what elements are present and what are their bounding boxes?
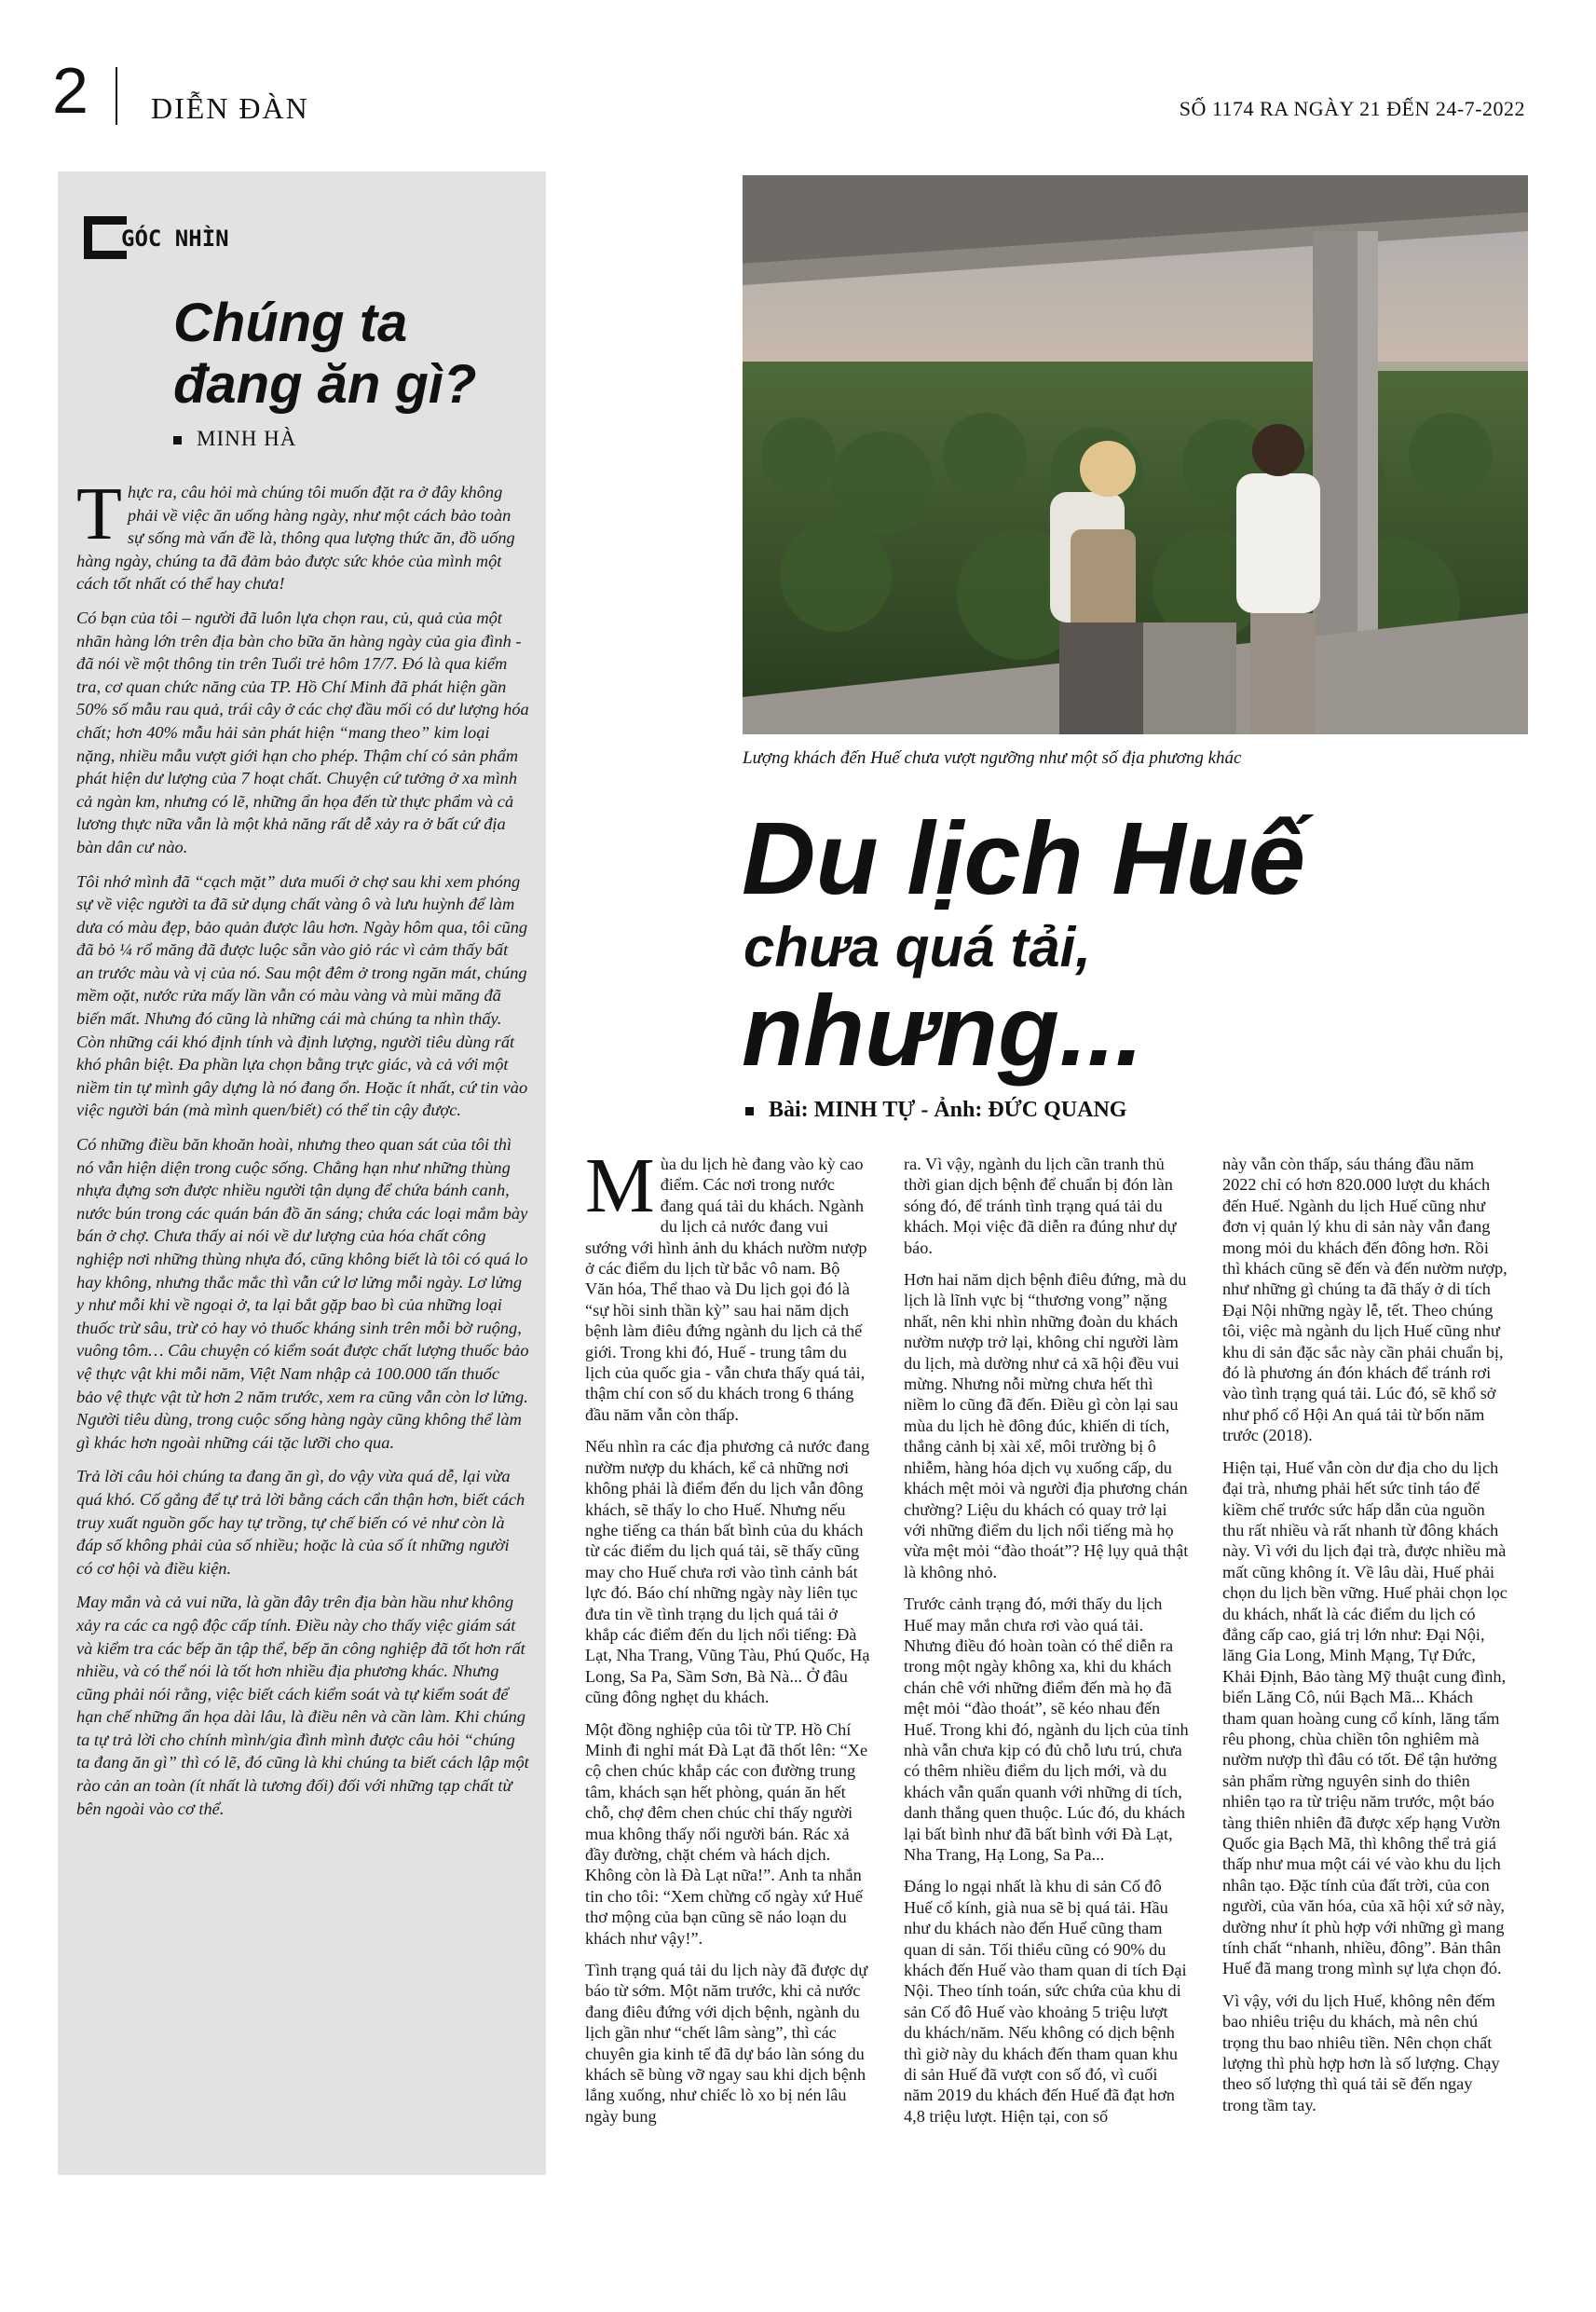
article-column-3 <box>1222 1154 1507 2127</box>
headline-line2: chưa quá tải, <box>743 916 1091 978</box>
article-paragraph: Hơn hai năm dịch bệnh điêu đứng, mà du lịch là lĩnh vực bị “thương vong” nặng nhất, nên khi nhìn những đoàn du khách nườm nượp trở lại, không chỉ người làm du lịch, mà dường như cả xã hội đều vui mừng. Nhưng nỗi mừng chưa hết thì niềm lo cũng đã đến. Điều gì còn lại sau mùa du lịch hè đông đúc, khiến di tích, thắng cảnh bị xài xể, môi trường bị ô nhiễm, hàng hóa dịch vụ xuống cấp, du khách mệt mỏi và người địa phương chán chường? Liệu du khách có quay trở lại với những điểm du lịch nổi tiếng mà họ vừa mệt mỏi “đào thoát”? Hệ lụy quả thật là không nhỏ. <box>904 1270 1189 1581</box>
article-column-2 <box>904 1154 1189 2138</box>
byline-text: Bài: MINH TỰ - Ảnh: ĐỨC QUANG <box>769 1098 1127 1122</box>
article-paragraph: Hiện tại, Huế vẫn còn dư địa cho du lịch đại trà, nhưng phải hết sức tỉnh táo để kiềm chế trước sức hấp dẫn của nguồn thu rất nhiều và rất nhanh từ đông khách này. Vì với du lịch đại trà, được nhiều mà mất cũng không ít. Về lâu dài, Huế phải chọn du lịch bền vững. Huế phải chọn lọc du khách, nhất là các điểm du lịch có đẳng cấp cao, giá trị lớn như: Đại Nội, lăng Gia Long, Minh Mạng, Tự Đức, Khải Định, Bảo tàng Mỹ thuật cung đình, biển Lăng Cô, núi Bạch Mã... Khách tham quan hoàng cung cổ kính, lăng tẩm rêu phong, chùa chiền tôn nghiêm mà nườm nượp thì đâu có tốt. Để tận hưởng sản phẩm rừng nguyên sinh do thiên nhiên tạo ra từ triệu năm trước, một báo tàng thiên nhiên đã được xếp hạng Vườn Quốc gia Bạch Mã, thì không thể trả giá thấp như mua một cái vé vào khu du lịch nhân tạo. Đặc tính của đất trời, của con người, của văn hóa, của xã hội xứ sở này, dường như ít phù hợp với những gì mang tính chất “nhanh, nhiều, đông”. Bản thân Huế đã mang trong mình sự lựa chọn đó. <box>1222 1457 1507 1978</box>
square-bullet-icon <box>745 1107 754 1115</box>
opinion-title <box>173 293 527 416</box>
opinion-label <box>84 216 229 272</box>
opinion-label-text: GÓC NHÌN <box>121 226 229 252</box>
opinion-paragraph <box>76 473 529 595</box>
section-title: DIỄN ĐÀN <box>151 91 309 125</box>
opinion-paragraph: Tôi nhớ mình đã “cạch mặt” dưa muối ở chợ sau khi xem phóng sự về việc người ta đã sử dụng chất vàng ô và lưu huỳnh để làm dưa có màu đẹp, bảo quản được lâu hơn. Ngày hôm qua, tôi cũng đã bỏ ¼ rổ măng đã được luộc sẵn vào giỏ rác vì cảm thấy bất an trước màu và vị của nó. Sau một đêm ở trong ngăn mát, chúng mềm oặt, nước rửa mấy lần vẫn có màu vàng và mùi măng đã biến mất. Nhưng đó cũng là những cái mà chúng ta nhìn thấy. Còn những cái khó định tính và định lượng, người tiêu dùng rất khó phân biệt. Đa phần lựa chọn bằng trực giác, và cả với một niềm tin tự mình gây dựng là nó đang ổn. Hoặc ít nhất, cứ tin vào việc người bán (mà mình quen/biết) có thể tin cậy được. <box>76 871 528 1120</box>
opinion-author <box>173 427 296 451</box>
headline-line1: Du lịch Huế <box>742 801 1306 916</box>
opinion-title-line1: Chúng ta <box>173 293 408 353</box>
article-paragraph: Tình trạng quá tải du lịch này đã được dự báo từ sớm. Một năm trước, khi cả nước đang điêu đứng với dịch bệnh, ngành du lịch gần như “chết lâm sàng”, thì các chuyên gia kinh tế đã dự báo làn sóng du khách sẽ bùng vỡ ngay sau khi dịch bệnh lắng xuống, như chiếc lò xo bị nén lâu ngày bung <box>585 1961 868 2126</box>
header-divider <box>116 67 117 125</box>
opinion-body <box>76 473 529 1831</box>
headline-line3: nhưng... <box>742 974 1143 1087</box>
article-paragraph: ra. Vì vậy, ngành du lịch cần tranh thủ thời gian dịch bệnh để chuẩn bị đón làn sóng đó, để tránh tình trạng quá tải du khách. Mọi việc đã diễn ra đúng như dự báo. <box>904 1155 1177 1257</box>
drop-cap: M <box>585 1142 655 1229</box>
issue-info: SỐ 1174 RA NGÀY 21 ĐẾN 24-7-2022 <box>1179 97 1525 120</box>
byline <box>745 1098 1126 1123</box>
article-paragraph <box>585 1142 870 1425</box>
article-paragraph: Trước cảnh trạng đó, mới thấy du lịch Huế may mắn chưa rơi vào quá tải. Nhưng điều đó hoàn toàn có thể diễn ra trong một ngày không xa, khi du khách chán chê với những điểm đến mà họ đã mệt mỏi “đào thoát”, sẽ kéo nhau đến Huế. Trong khi đó, ngành du lịch của tỉnh nhà vẫn chưa kịp có đủ chỗ lưu trú, chưa có thêm nhiều điểm du lịch mới, và du khách vẫn quẩn quanh với những di tích, danh thắng quen thuộc. Lúc đó, du khách lại bất bình như đã bất bình với Đà Lạt, Nha Trang, Hạ Long, Sa Pa... <box>904 1594 1189 1864</box>
photo-illustration <box>743 175 1528 734</box>
opinion-first-paragraph: hực ra, câu hỏi mà chúng tôi muốn đặt ra ở đây không phải về việc ăn uống hàng ngày, như một cách bảo toàn sự sống mà vấn đề là, thông qua lượng thức ăn, đồ uống hàng ngày, chúng ta đã đảm bảo được sức khỏe của mình một cách tốt nhất có thể hay chưa! <box>76 483 515 594</box>
article-column-1 <box>585 1142 870 2138</box>
opinion-box <box>58 171 546 2175</box>
opinion-author-name: MINH HÀ <box>197 427 297 450</box>
photo-caption: Lượng khách đến Huế chưa vượt ngưỡng như một số địa phương khác <box>743 748 1242 768</box>
article-paragraph: Nếu nhìn ra các địa phương cả nước đang nườm nượp du khách, kể cả những nơi không phải là điểm đến du lịch vẫn đông khách, sẽ thấy lo cho Huế. Nhưng nếu nghe tiếng ca thán bất bình của du khách từ các điểm du lịch quá tải, sẽ thấy cũng may cho Huế chưa rơi vào tình cảnh bát lực đó. Báo chí những ngày này liên tục đưa tin về tình trạng du lịch quá tải ở khắp các điểm đến du lịch nổi tiếng: Đà Lạt, Nha Trang, Vũng Tàu, Phú Quốc, Hạ Long, Sa Pa, Sầm Sơn, Bà Nà... Ở đâu cũng đông nghẹt du khách. <box>585 1437 870 1707</box>
article-first-paragraph: ùa du lịch hè đang vào kỳ cao điểm. Các nơi trong nước đang quá tải du khách. Ngành du lịch cả nước đang vui sướng với hình ảnh du khách nườm nượp ở các điểm du lịch từ bắc vô nam. Bộ Văn hóa, Thể thao và Du lịch gọi đó là “sự hồi sinh thần kỳ” sau hai năm dịch bệnh làm điêu đứng ngành du lịch cả thế giới. Trong khi đó, Huế - trung tâm du lịch của quốc gia - vẫn chưa thấy quá tải, thậm chí con số du khách trong 6 tháng đầu năm vẫn còn thấp. <box>585 1155 867 1424</box>
opinion-title-line2: đang ăn gì? <box>173 354 477 415</box>
article-paragraph: Một đồng nghiệp của tôi từ TP. Hồ Chí Minh đi nghỉ mát Đà Lạt đã thốt lên: “Xe cộ chen chúc khắp các con đường trung tâm, khách sạn hết phòng, quán ăn hết chỗ, chợ đêm chen chúc chỉ thấy người mua không thấy nổi người bán. Rác xả đầy đường, chặt chém và hách dịch. Không còn là Đà Lạt nữa!”. Anh ta nhắn tin cho tôi: “Xem chừng cố ngày xứ Huế thơ mộng của bạn cũng sẽ náo loạn du khách như vậy!”. <box>585 1719 868 1948</box>
square-bullet-icon <box>173 436 182 445</box>
page-number: 2 <box>52 54 89 127</box>
article-paragraph: Vì vậy, với du lịch Huế, không nên đếm bao nhiêu triệu du khách, mà nên chú trọng thu bao nhiêu tiền. Nên chọn chất lượng thì phù hợp hơn là số lượng. Chạy theo số lượng thì quá tải sẽ đến ngay trong tầm tay. <box>1222 1991 1500 2114</box>
article-paragraph: này vẫn còn thấp, sáu tháng đầu năm 2022 chỉ có hơn 820.000 lượt du khách đến Huế. Ngành du lịch Huế cũng như đơn vị quản lý khu di sản này vẫn đang mong mỏi du khách đến đông hơn. Rồi thì khách cũng sẽ đến và đến nườm nượp, như những gì chúng ta đã thấy ở di tích Đại Nội những ngày lễ, tết. Theo chúng tôi, việc mà ngành du lịch Huế cũng như khu di sản đặc sắc này cần phải chuẩn bị, đó là phương án đón khách để tránh rơi vào tình trạng quá tải. Lúc đó, sẽ khổ sở như phố cổ Hội An quá tải từ bốn năm trước (2018). <box>1222 1155 1507 1445</box>
opinion-paragraph: Có những điều băn khoăn hoài, nhưng theo quan sát của tôi thì nó vẫn hiện diện trong cuộc sống. Chẳng hạn như những thùng nhựa đựng sơn được nhiều người tận dụng để chứa bánh canh, nước bún trong các quán bán đồ ăn sáng; chứa các loại mắm bày bán ở chợ. Chưa thấy ai nói về dư lượng của hóa chất công nghiệp nơi những thùng nhựa đó, cũng không biết là tôi có quá lo hay không, nhưng thắc mắc thì vẫn cứ lơ lửng mỗi ngày. Lơ lửng y như mỗi khi về ngoại ở, ta lại bắt gặp bao bì của những loại thuốc trừ sâu, trừ cỏ hay vỏ thuốc kháng sinh trên mỗi bờ ruộng, vuông tôm… Câu chuyện có kiểm soát được chất lượng thuốc bảo vệ thực vật khi mỗi năm, Việt Nam nhập cả 100.000 tấn thuốc bảo vệ thực vật từ hơn 2 năm trước, xem ra cũng vẫn còn lơ lửng. Người tiêu dùng, trong cuộc sống hàng ngày cũng không thể làm gì khác hơn ngoài những cái tặc lưỡi cho qua. <box>76 1135 529 1452</box>
opinion-paragraph: May mắn và cả vui nữa, là gần đây trên địa bàn hầu như không xảy ra các ca ngộ độc cấp tính. Điều này cho thấy việc giám sát và kiểm tra các bếp ăn tập thể, bếp ăn công nghiệp đã tốt hơn rất nhiều, và có thể nói là tốt hơn nhiều địa phương khác. Nhưng cũng phải nói rằng, việc biết cách kiểm soát và tự kiểm soát để hạn chế những ẩn họa dài lâu, là điều nên và cần làm. Khi chúng ta tự trả lời cho chính mình/gia đình mình được câu hỏi “chúng ta đang ăn gì” thì có lẽ, đó cũng là khi chúng ta biết cách lập một rào cản an toàn (ít nhất là tương đối) đối với những tạp chất từ bên ngoài vào cơ thể. <box>76 1593 529 1818</box>
opinion-paragraph: Trả lời câu hỏi chúng ta đang ăn gì, do vậy vừa quá dễ, lại vừa quá khó. Cố gắng để tự trả lời bằng cách cẩn thận hơn, biết cách truy xuất nguồn gốc hay tự trồng, tự chế biến có vẻ như còn là đáp số không phải của số nhiều; hoặc là của số ít những người có cơ hội và điều kiện. <box>76 1467 525 1578</box>
opinion-paragraph: Có bạn của tôi – người đã luôn lựa chọn rau, củ, quả của một nhãn hàng lớn trên địa bàn cho bữa ăn hàng ngày của gia đình - đã nói về một thông tin trên Tuổi trẻ hôm 17/7. Đó là qua kiểm tra, cơ quan chức năng của TP. Hồ Chí Minh đã phát hiện gần 50% số mẫu rau quả, trái cây ở các chợ đầu mối có dư lượng hóa chất; hơn 40% mẫu hải sản phát hiện “mang theo” kim loại nặng, nhiều mẫu vượt giới hạn cho phép. Thậm chí có sản phẩm phát hiện dư lượng của 7 hoạt chất. Chuyện cứ tưởng ở xa mình cả ngàn km, nhưng có lẽ, những ẩn họa đến từ thực phẩm và cả lương thực nữa vẫn là một khả năng rất dễ xảy ra ở bất cứ địa bàn dân cư nào. <box>76 608 529 856</box>
article-paragraph: Đáng lo ngại nhất là khu di sản Cố đô Huế cổ kính, già nua sẽ bị quá tải. Hầu như du khách nào đến Huế cũng tham quan di sản. Tối thiểu cũng có 90% du khách đến Huế vào tham quan di tích Đại Nội. Theo tính toán, sức chứa của khu di sản Cố đô Huế vào khoảng 5 triệu lượt du khách/năm. Nếu không có dịch bệnh thì giờ này du khách đến tham quan khu di sản Huế đã vượt con số đó, vì cuối năm 2019 du khách đến Huế đã đạt hơn 4,8 triệu lượt. Hiện tại, con số <box>904 1877 1187 2126</box>
drop-cap: T <box>76 473 122 555</box>
article-photo <box>743 175 1528 734</box>
